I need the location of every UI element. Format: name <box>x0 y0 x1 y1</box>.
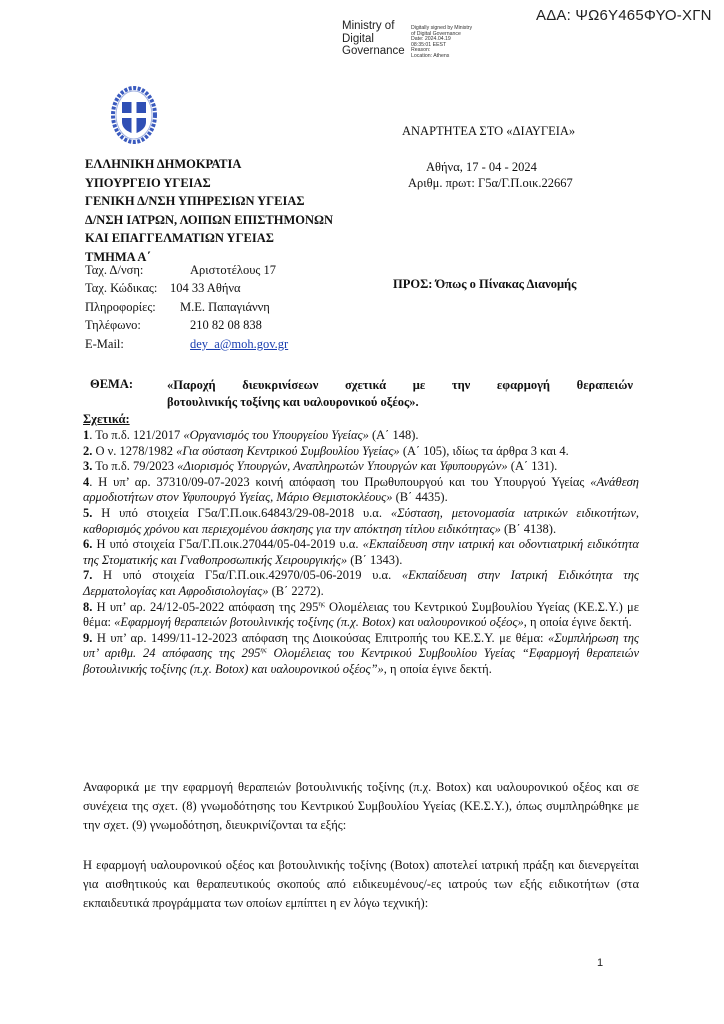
ministry-header <box>85 155 333 267</box>
reference-item: 5. Η υπό στοιχεία Γ5α/Γ.Π.οικ.64843/29-08-2018 υ.α. «Σύσταση, μετονομασία ιατρικών ειδικοτήτων, καθορισμός χρόνου και περιεχομένου άσκησης για την απόκτηση τίτλου ειδικότητας» (Β΄ 4138). <box>83 505 639 536</box>
reference-item: 8. Η υπ’ αρ. 24/12-05-2022 απόφαση της $295^{\eta\varsigma}$ Ολομέλειας του Κεντρικού Συμβουλίου Υγείας (ΚΕ.Σ.Υ.) με θέμα: «Εφαρμογή θεραπειών βοτουλινικής τοξίνης (π.χ. Botox) και υαλουρονικού οξέος», η οποία έγινε δεκτή. <box>83 599 639 630</box>
reference-item: 6. Η υπό στοιχεία Γ5α/Γ.Π.οικ.27044/05-04-2019 υ.α. «Εκπαίδευση στην ιατρική και οδοντιατρική ειδικότητα της Στοματικής και Γναθοπροσωπικής Χειρουργικής» (Β΄ 1343). <box>83 537 639 567</box>
date-line: Αθήνα, 17 - 04 - 2024 <box>426 160 537 174</box>
signature-detail-line: Date: 2024.04.19 <box>411 36 451 43</box>
reference-item: 2. Ο ν. 1278/1982 «Για σύσταση Κεντρικού Συμβουλίου Υγείας» (Α΄ 105), ιδίως τα άρθρα 3 και 4. <box>83 443 569 458</box>
protocol-number: Αριθμ. πρωτ: Γ5α/Γ.Π.οικ.22667 <box>408 176 573 190</box>
header-line: ΚΑΙ ΕΠΑΓΓΕΛΜΑΤΙΩΝ ΥΓΕΙΑΣ <box>85 231 274 246</box>
contact-label: Πληροφορίες: <box>85 299 156 314</box>
header-line: ΕΛΛΗΝΙΚΗ ΔΗΜΟΚΡΑΤΙΑ <box>85 157 242 171</box>
contact-email <box>85 335 288 353</box>
recipient-line: ΠΡΟΣ: Όπως ο Πίνακας Διανομής <box>393 277 577 291</box>
ada-code: ΑΔΑ: ΨΩ6Υ465ΦΥΟ-ΧΓΝ <box>536 7 712 24</box>
reference-item: 4. Η υπ’ αρ. 37310/09-07-2023 κοινή απόφαση του Πρωθυπουργού και του Υπουργού Υγείας «Ανάθεση αρμοδιοτήτων στον Υφυπουργό Υγείας, Μάριο Θεμιστοκλέους» (Β΄ 4435). <box>83 474 639 505</box>
contact-label: Τηλέφωνο: <box>85 318 141 333</box>
signature-org-line: Governance <box>342 45 405 57</box>
signature-detail-line: of Digital Governance <box>411 30 461 37</box>
related-heading: Σχετικά: <box>83 412 130 426</box>
subject-label: ΘΕΜΑ: <box>90 377 134 391</box>
header-line: ΓΕΝΙΚΗ Δ/ΝΣΗ ΥΠΗΡΕΣΙΩΝ ΥΓΕΙΑΣ <box>85 194 305 209</box>
subject-line: βοτουλινικής τοξίνης και υαλουρονικού οξέος». <box>167 395 419 409</box>
contact-label: Ταχ. Κώδικας: <box>85 281 158 296</box>
page-number: 1 <box>597 957 604 969</box>
contact-label: E-Mail: <box>85 336 124 351</box>
subject-text <box>167 377 633 411</box>
reference-item: 1. Το π.δ. 121/2017 «Οργανισμός του Υπουργείου Υγείας» (Α΄ 148). <box>83 428 419 442</box>
signature-detail-line: 08:35:01 EEST <box>411 41 447 48</box>
signature-org <box>342 20 405 58</box>
reference-item: 3. Το π.δ. 79/2023 «Διορισμός Υπουργών, Αναπληρωτών Υπουργών και Υφυπουργών» (Α΄ 131). <box>83 459 558 474</box>
signature-details <box>411 26 472 60</box>
contact-phone <box>85 316 288 334</box>
signature-detail-line: Digitally signed by Ministry <box>411 25 473 31</box>
signature-org-line: Digital <box>342 32 374 45</box>
contact-value: Μ.Ε. Παπαγιάννη <box>180 299 270 314</box>
header-line: ΥΠΟΥΡΓΕΙΟ ΥΓΕΙΑΣ <box>85 175 211 190</box>
reference-item: 9. Η υπ’ αρ. 1499/11-12-2023 απόφαση της Διοικούσας Επιτροπής του ΚΕ.Σ.Υ. με θέμα: «Συμπλήρωση της υπ’ αριθμ. 24 απόφασης της $295^{\eta\varsigma}$ Ολομέλειας του Κεντρικού Συμβουλίου Υγείας “Εφαρμογή θεραπειών βοτουλινικής τοξίνης (π.χ. Botox) και υαλουρονικού οξέος”», η οποία έγινε δεκτή. <box>83 630 639 676</box>
signature-detail-line: Reason: <box>411 47 431 54</box>
contact-block <box>85 261 288 353</box>
greek-emblem-icon <box>111 85 157 145</box>
contact-value: 210 82 08 838 <box>190 318 262 333</box>
contact-value: Αριστοτέλους 17 <box>190 263 276 277</box>
contact-postcode <box>85 279 288 297</box>
body-paragraph-2: Η εφαρμογή υαλουρονικού οξέος και βοτουλινικής τοξίνης (Botox) αποτελεί ιατρική πράξη και διενεργείται για αισθητικούς και θεραπευτικούς σκοπούς από ειδικευμένους/-ες ιατρούς των εξής ειδικοτήτων (στα εκπαιδευτικά προγράμματα των οποίων εμπίπτει η εν λόγω τεχνική): <box>83 858 639 911</box>
contact-value: 104 33 Αθήνα <box>170 281 241 296</box>
contact-label: Ταχ. Δ/νση: <box>85 263 144 277</box>
email-link[interactable]: dey_a@moh.gov.gr <box>190 336 289 351</box>
signature-org-line: Ministry of <box>342 20 395 32</box>
body-paragraph-1: Αναφορικά με την εφαρμογή θεραπειών βοτουλινικής τοξίνης (π.χ. Botox) και υαλουρονικού οξέος και σε συνέχεια της σχετ. (8) γνωμοδότησης του Κεντρικού Συμβουλίου Υγείας (ΚΕ.Σ.Υ.), όπως συμπληρώθηκε με την σχετ. (9) γνωμοδότηση, διευκρινίζονται τα εξής: <box>83 780 639 833</box>
header-line: ΤΜΗΜΑ Α΄ <box>85 249 151 264</box>
header-line: Δ/ΝΣΗ ΙΑΤΡΩΝ, ΛΟΙΠΩΝ ΕΠΙΣΤΗΜΟΝΩΝ <box>85 212 334 227</box>
contact-address <box>85 261 288 279</box>
references-list <box>83 428 639 678</box>
contact-info <box>85 298 288 316</box>
reference-item: 7. Η υπό στοιχεία Γ5α/Γ.Π.οικ.42970/05-06-2019 υ.α. «Εκπαίδευση στην Ιατρική Ειδικότητα της Δερματολογίας και Αφροδισιολογίας» (Β΄ 2272). <box>83 568 639 598</box>
signature-detail-line: Location: Athens <box>411 52 450 59</box>
diavgeia-notice: ΑΝΑΡΤΗΤΕΑ ΣΤΟ «ΔΙΑΥΓΕΙΑ» <box>402 124 576 138</box>
subject-line: «Παροχή διευκρινίσεων σχετικά με την εφαρμογή θεραπειών <box>167 378 633 392</box>
